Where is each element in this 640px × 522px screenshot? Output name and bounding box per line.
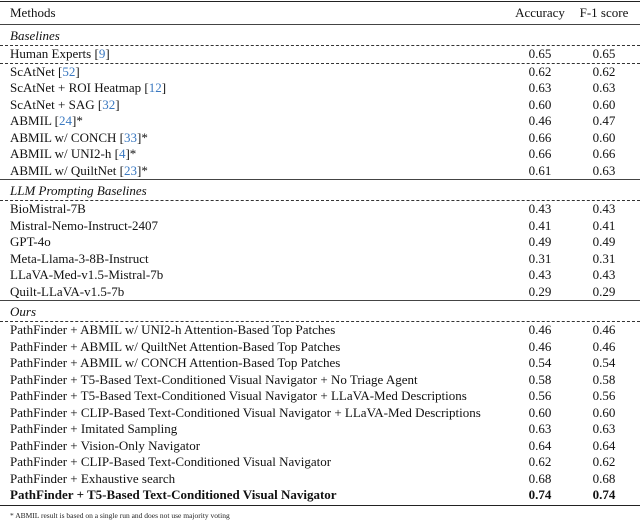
method-cell (10, 80, 505, 97)
method-cell (10, 251, 505, 268)
table-row (0, 454, 640, 471)
method-cell (10, 163, 505, 180)
f1-cell: 0.43 (592, 201, 616, 216)
f1-cell: 0.46 (592, 322, 616, 337)
method-name: GPT-4o (10, 234, 51, 249)
accuracy-cell: 0.62 (528, 454, 552, 469)
method-name: Quilt-LLaVA-v1.5-7b (10, 283, 125, 299)
table-row (0, 218, 640, 235)
f1-cell: 0.65 (592, 46, 616, 61)
method-name: PathFinder + ABMIL w/ CONCH Attention-Based Top Patches (10, 355, 341, 370)
method-cell (10, 46, 505, 63)
accuracy-cell: 0.62 (528, 63, 552, 79)
table-row (0, 163, 640, 180)
citation-link: [ 24 ] (55, 113, 77, 128)
table-row (0, 471, 640, 488)
method-cell (10, 130, 505, 147)
header-accuracy: Accuracy (515, 5, 565, 20)
accuracy-cell: 0.43 (528, 267, 552, 282)
table-row (0, 372, 640, 389)
asterisk-mark: * (141, 162, 148, 178)
method-cell (10, 113, 505, 130)
asterisk-mark: * (141, 129, 148, 145)
citation-link: [ 32 ] (98, 97, 120, 112)
accuracy-cell: 0.63 (528, 80, 552, 95)
f1-cell: 0.60 (592, 129, 616, 145)
method-cell (10, 64, 505, 81)
citation-link: [ 4 ] (115, 146, 130, 161)
f1-cell: 0.54 (592, 355, 616, 370)
method-cell (10, 372, 505, 389)
accuracy-cell: 0.46 (528, 338, 552, 354)
f1-cell: 0.63 (592, 162, 616, 178)
accuracy-cell: 0.65 (528, 46, 552, 61)
accuracy-cell: 0.66 (528, 129, 552, 145)
section-title (0, 180, 640, 200)
method-name: PathFinder + ABMIL w/ QuiltNet Attention-Based Top Patches (10, 338, 341, 354)
accuracy-cell: 0.29 (528, 283, 552, 299)
table-row (0, 113, 640, 130)
method-name: PathFinder + CLIP-Based Text-Conditioned Visual Navigator (10, 454, 332, 469)
table-row (0, 80, 640, 97)
method-cell (10, 471, 505, 488)
f1-cell: 0.64 (592, 437, 616, 453)
table-row (0, 64, 640, 81)
section-title-text: LLM Prompting Baselines (10, 183, 147, 198)
f1-cell: 0.63 (592, 421, 616, 436)
method-cell (10, 388, 505, 405)
method-name: PathFinder + T5-Based Text-Conditioned Visual Navigator + No Triage Agent (10, 371, 418, 387)
accuracy-cell: 0.74 (528, 487, 552, 502)
method-name: PathFinder + T5-Based Text-Conditioned Visual Navigator + LLaVA-Med Descriptions (10, 388, 467, 403)
method-cell (10, 438, 505, 455)
f1-cell: 0.47 (592, 113, 616, 128)
method-name: PathFinder + ABMIL w/ UNI2-h Attention-Based Top Patches (10, 322, 336, 337)
table-row (0, 146, 640, 163)
footnote: * ABMIL result is based on a single run and does not use majority voting (10, 511, 230, 520)
method-cell (10, 201, 505, 218)
citation-link: [ 23 ] (120, 163, 142, 178)
bottom-rule (0, 505, 640, 506)
accuracy-cell: 0.56 (528, 388, 552, 403)
table-row (0, 130, 640, 147)
f1-cell: 0.31 (592, 250, 616, 266)
citation-link: [ 33 ] (120, 130, 142, 145)
method-cell (10, 355, 505, 372)
table-row (0, 487, 640, 504)
table-row (0, 405, 640, 422)
accuracy-cell: 0.68 (528, 470, 552, 486)
method-name: Mistral-Nemo-Instruct-2407 (10, 217, 159, 233)
f1-cell: 0.56 (592, 388, 616, 403)
f1-cell: 0.74 (592, 487, 616, 502)
method-name: Meta-Llama-3-8B-Instruct (10, 250, 149, 266)
accuracy-cell: 0.60 (528, 96, 552, 112)
f1-cell: 0.60 (592, 404, 616, 420)
accuracy-cell: 0.66 (528, 146, 552, 161)
method-name: BioMistral-7B (10, 201, 86, 216)
accuracy-cell: 0.54 (528, 355, 552, 370)
table-body (0, 25, 640, 506)
citation-link: [ 12 ] (144, 80, 166, 95)
method-cell (10, 454, 505, 471)
method-cell (10, 146, 505, 163)
table-row (0, 97, 640, 114)
method-name: ScAtNet + SAG (10, 96, 98, 112)
table-row (0, 388, 640, 405)
method-cell (10, 339, 505, 356)
accuracy-cell: 0.60 (528, 404, 552, 420)
f1-cell: 0.46 (592, 338, 616, 354)
method-name: ScAtNet (10, 63, 59, 79)
method-cell (10, 234, 505, 251)
accuracy-cell: 0.58 (528, 371, 552, 387)
method-name: ABMIL (10, 113, 55, 128)
f1-cell: 0.29 (592, 283, 616, 299)
accuracy-cell: 0.61 (528, 162, 552, 178)
f1-cell: 0.62 (592, 63, 616, 79)
table-row (0, 46, 640, 63)
section-title-text: Ours (10, 304, 37, 319)
citation-link: [ 52 ] (58, 64, 80, 79)
f1-cell: 0.62 (592, 454, 616, 469)
section-title-text: Baselines (10, 28, 60, 43)
f1-cell: 0.68 (592, 470, 616, 486)
f1-cell: 0.43 (592, 267, 616, 282)
method-name: PathFinder + Vision-Only Navigator (10, 437, 201, 453)
table-row (0, 201, 640, 218)
section-title (0, 25, 640, 45)
accuracy-cell: 0.41 (528, 217, 552, 233)
method-cell (10, 421, 505, 438)
table-row (0, 438, 640, 455)
accuracy-cell: 0.31 (528, 250, 552, 266)
method-cell (10, 284, 505, 301)
method-name: ScAtNet + ROI Heatmap (10, 80, 145, 95)
f1-cell: 0.58 (592, 371, 616, 387)
method-cell (10, 218, 505, 235)
table-row (0, 234, 640, 251)
section-title (0, 301, 640, 321)
method-cell (10, 97, 505, 114)
asterisk-mark: * (76, 113, 83, 128)
header-row (0, 2, 640, 24)
method-name: PathFinder + Imitated Sampling (10, 421, 178, 436)
method-cell (10, 405, 505, 422)
f1-cell: 0.66 (592, 146, 616, 161)
method-cell (10, 322, 505, 339)
accuracy-cell: 0.46 (528, 113, 552, 128)
accuracy-cell: 0.43 (528, 201, 552, 216)
table-row (0, 267, 640, 284)
method-name: PathFinder + T5-Based Text-Conditioned Visual Navigator (10, 487, 337, 502)
table-row (0, 355, 640, 372)
accuracy-cell: 0.63 (528, 421, 552, 436)
f1-cell: 0.60 (592, 96, 616, 112)
f1-cell: 0.41 (592, 217, 616, 233)
accuracy-cell: 0.64 (528, 437, 552, 453)
method-name: PathFinder + Exhaustive search (10, 470, 176, 486)
header-methods: Methods (10, 5, 56, 20)
table-row (0, 339, 640, 356)
f1-cell: 0.63 (592, 80, 616, 95)
method-cell (10, 487, 505, 504)
table-row (0, 421, 640, 438)
table-row (0, 284, 640, 301)
table-row (0, 251, 640, 268)
method-name: ABMIL w/ CONCH (10, 129, 120, 145)
accuracy-cell: 0.49 (528, 234, 552, 249)
citation-link: [ 9 ] (94, 46, 109, 61)
asterisk-mark: * (129, 146, 137, 161)
header-f1: F-1 score (579, 5, 629, 20)
method-name: Human Experts (10, 46, 95, 61)
method-name: ABMIL w/ UNI2-h (10, 146, 115, 161)
f1-cell: 0.49 (592, 234, 616, 249)
table-row (0, 322, 640, 339)
method-name: PathFinder + CLIP-Based Text-Conditioned Visual Navigator + LLaVA-Med Descriptions (10, 404, 481, 420)
method-name: ABMIL w/ QuiltNet (10, 162, 120, 178)
method-name: LLaVA-Med-v1.5-Mistral-7b (10, 267, 164, 282)
method-cell (10, 267, 505, 284)
accuracy-cell: 0.46 (528, 322, 552, 337)
